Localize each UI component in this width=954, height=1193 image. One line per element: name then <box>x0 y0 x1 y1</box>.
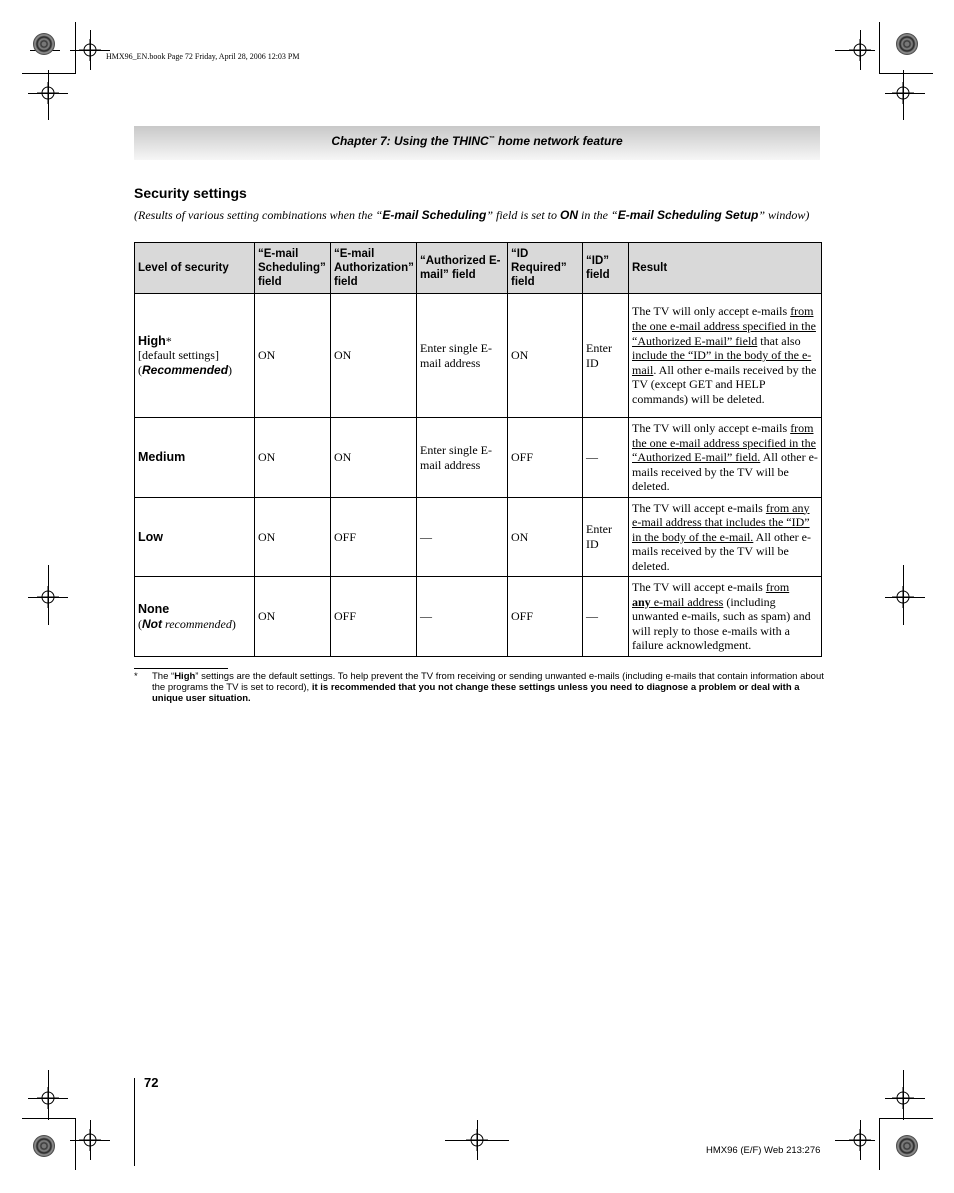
table-header-row <box>135 243 822 294</box>
authorized-email-cell: — <box>417 577 508 657</box>
authorization-cell: ON <box>331 418 417 498</box>
result-cell: The TV will only accept e-mails from the one e-mail address specified in the “Authorized E-mail” field. All other e-mails received by the TV will be deleted. <box>629 418 822 498</box>
crosshair-icon <box>892 1087 914 1109</box>
table-row <box>135 498 822 577</box>
level-cell: None (Not recommended) <box>135 577 255 657</box>
scheduling-cell: ON <box>255 577 331 657</box>
crosshair-icon <box>79 1129 101 1151</box>
id-cell: Enter ID <box>583 498 629 577</box>
level-cell: Medium <box>135 418 255 498</box>
result-cell: The TV will accept e-mails from any e-mail address that includes the “ID” in the body of the e-mail. All other e-mails received by the TV will be deleted. <box>629 498 822 577</box>
col-header-authorization: “E-mail Authorization” field <box>331 243 417 294</box>
level-cell: High* [default settings] (Recommended) <box>135 294 255 418</box>
crosshair-icon <box>37 586 59 608</box>
authorized-email-cell: Enter single E-mail address <box>417 294 508 418</box>
id-required-cell: ON <box>508 498 583 577</box>
authorization-cell: OFF <box>331 577 417 657</box>
crosshair-icon <box>892 586 914 608</box>
col-header-id: “ID” field <box>583 243 629 294</box>
id-cell: — <box>583 418 629 498</box>
footnote: * The “High” settings are the default settings. To help prevent the TV from receiving or sending unwanted e-mails (including e-mails that contain information about the programs the TV is set to record), it is recommended that you not change these settings unless you need to diagnose a problem or deal with a unique user situation. <box>134 671 824 704</box>
crosshair-icon <box>79 39 101 61</box>
registration-target-icon <box>896 33 918 55</box>
section-title: Security settings <box>134 185 247 201</box>
registration-target-icon <box>896 1135 918 1157</box>
authorization-cell: ON <box>331 294 417 418</box>
table-row <box>135 418 822 498</box>
crosshair-icon <box>849 1129 871 1151</box>
col-header-authorized-email: “Authorized E-mail” field <box>417 243 508 294</box>
crosshair-icon <box>892 82 914 104</box>
authorized-email-cell: — <box>417 498 508 577</box>
page-code: HMX96 (E/F) Web 213:276 <box>706 1145 821 1156</box>
crosshair-icon <box>37 1087 59 1109</box>
id-cell: — <box>583 577 629 657</box>
table-row <box>135 294 822 418</box>
table-row <box>135 577 822 657</box>
col-header-id-required: “ID Required” field <box>508 243 583 294</box>
id-cell: Enter ID <box>583 294 629 418</box>
authorized-email-cell: Enter single E-mail address <box>417 418 508 498</box>
result-cell: The TV will accept e-mails from any e-mail address (including unwanted e-mails, such as spam) and will reply to those e-mails with a failure acknowledgment. <box>629 577 822 657</box>
col-header-result: Result <box>629 243 822 294</box>
security-settings-table <box>134 242 822 657</box>
col-header-level: Level of security <box>135 243 255 294</box>
id-required-cell: OFF <box>508 577 583 657</box>
registration-target-icon <box>33 33 55 55</box>
page-number: 72 <box>144 1075 159 1090</box>
crosshair-icon <box>466 1129 488 1151</box>
id-required-cell: ON <box>508 294 583 418</box>
crosshair-icon <box>37 82 59 104</box>
chapter-title: Chapter 7: Using the THINC™ home network feature <box>331 134 623 148</box>
scheduling-cell: ON <box>255 418 331 498</box>
id-required-cell: OFF <box>508 418 583 498</box>
book-info: HMX96_EN.book Page 72 Friday, April 28, 2006 12:03 PM <box>106 52 300 61</box>
footnote-rule <box>134 668 228 669</box>
authorization-cell: OFF <box>331 498 417 577</box>
result-cell: The TV will only accept e-mails from the one e-mail address specified in the “Authorized E-mail” field that also include the “ID” in the body of the e-mail. All other e-mails received by the TV (except GET and HELP commands) will be deleted. <box>629 294 822 418</box>
intro-text: (Results of various setting combinations when the “E-mail Scheduling” field is set to ON in the “E-mail Scheduling Setup” window) <box>134 208 810 222</box>
crosshair-icon <box>849 39 871 61</box>
level-cell: Low <box>135 498 255 577</box>
scheduling-cell: ON <box>255 294 331 418</box>
scheduling-cell: ON <box>255 498 331 577</box>
col-header-scheduling: “E-mail Scheduling” field <box>255 243 331 294</box>
registration-target-icon <box>33 1135 55 1157</box>
